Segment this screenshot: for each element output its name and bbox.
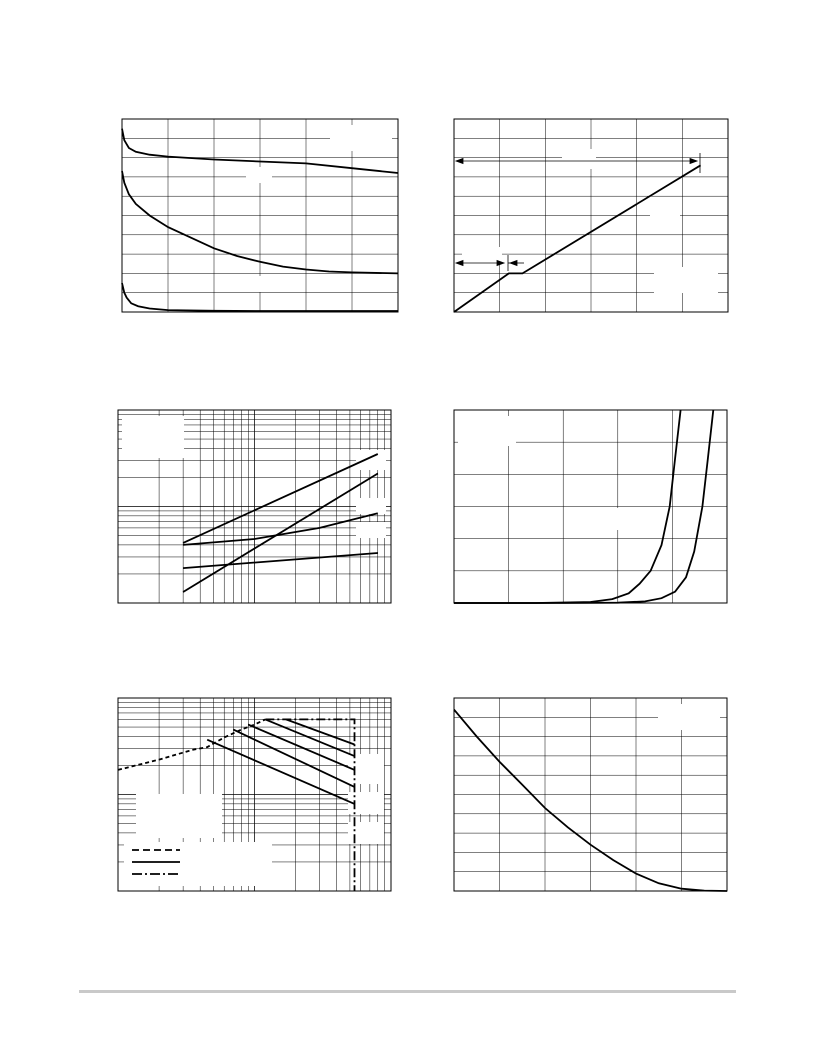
chart-6 (454, 698, 727, 891)
chart-5-note-box (136, 794, 222, 838)
chart-2-arrow-head-3 (510, 261, 517, 266)
chart-3-series-4 (183, 553, 378, 568)
chart-2 (454, 119, 728, 312)
chart-2-legend-box (654, 267, 718, 293)
chart-1-legend-box (330, 125, 392, 151)
chart-4 (454, 410, 727, 603)
chart-3-label-box-2 (356, 498, 386, 514)
chart-2-label-box-2 (650, 205, 680, 223)
chart-6-legend-box (658, 704, 720, 730)
chart-3-series (183, 454, 378, 592)
chart-5-series-4 (248, 725, 354, 770)
chart-4-legend-box (458, 416, 516, 446)
chart-3-legend-box (122, 416, 184, 458)
chart-2-arrow-head-right (690, 159, 697, 164)
chart-2-label-boxes (462, 149, 718, 293)
chart-5 (118, 698, 391, 891)
chart-3-series-1 (183, 454, 378, 543)
footer-rule (79, 990, 736, 993)
chart-1 (122, 119, 398, 312)
chart-5-label-boxes (124, 754, 384, 886)
chart-2-arrow-head-left-2 (456, 261, 463, 266)
chart-3-series-2 (183, 474, 378, 593)
chart-1-label-box-2 (246, 276, 272, 292)
chart-4-label-box (596, 508, 626, 530)
chart-1-label-box (246, 167, 272, 183)
chart-1-legend-boxes (246, 125, 392, 292)
chart-3-label-box-3 (356, 522, 386, 538)
chart-2-label-box-3 (462, 247, 502, 263)
chart-5-legend-box (124, 842, 272, 886)
chart-3-label-boxes (122, 416, 386, 538)
chart-6-label-boxes (658, 704, 720, 730)
chart-2-label-box (562, 149, 596, 169)
chart-3-label-box (356, 450, 386, 470)
chart-3 (118, 410, 391, 603)
chart-2-arrow-head-left (456, 159, 463, 164)
chart-4-label-boxes (458, 416, 626, 530)
chart-5-label-box-3 (348, 822, 384, 844)
chart-5-series-7 (265, 719, 354, 891)
